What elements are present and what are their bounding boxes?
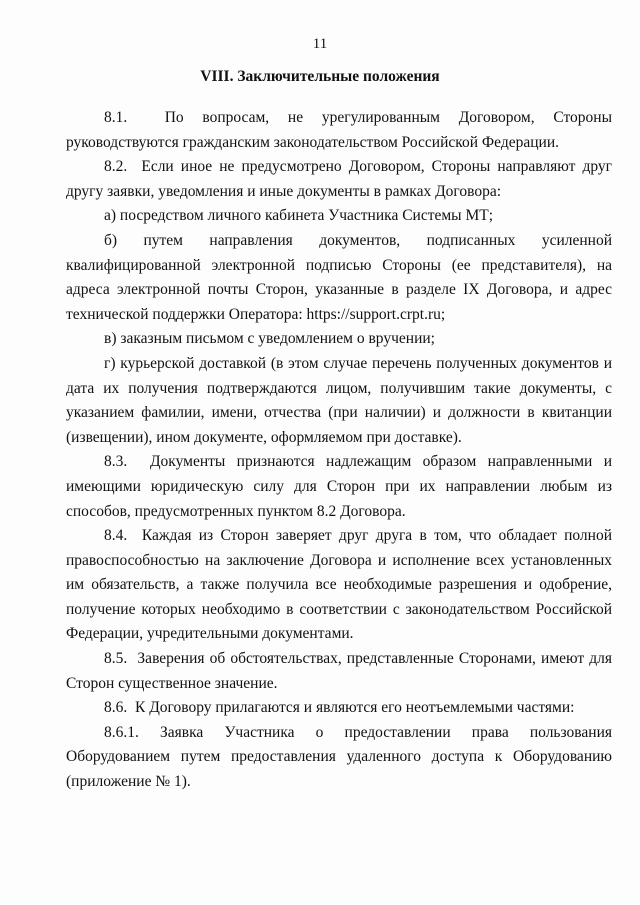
section-heading: VIII. Заключительные положения [200, 68, 440, 85]
paragraph-8-2-v: в) заказным письмом с уведомлением о вручении; [104, 330, 435, 348]
paragraph-8-2-b: б) путем направления документов, подписанных усиленной квалифицированной электронной подписью Стороны (ее представителя), на адреса электронной почты Сторон, указанные в разделе IX Договора, и адрес технической поддержки Оператора: https://support.crpt.ru; [66, 231, 612, 323]
paragraph-8-2: 8.2. Если иное не предусмотрено Договором, Стороны направляют друг другу заявки, уведомления и иные документы в рамках Договора: [66, 158, 612, 200]
document-body [66, 106, 612, 795]
paragraph-8-3: 8.3. Документы признаются надлежащим образом направленными и имеющими юридическую силу для Сторон при их направлении любым из способов, предусмотренных пунктом 8.2 Договора. [66, 453, 612, 520]
page-number: 11 [312, 36, 328, 52]
paragraph-8-2-g: г) курьерской доставкой (в этом случае перечень полученных документов и дата их получения подтверждаются лицом, получившим такие документы, с указанием фамилии, имени, отчества (при наличии) и должности в квитанции (извещении), ином документе, оформляемом при доставке). [66, 354, 612, 446]
paragraph-8-4: 8.4. Каждая из Сторон заверяет друг друга в том, что обладает полной правоспособностью на заключение Договора и исполнение всех установленных им обязательств, а также получила все необходимые разрешения и одобрение, получение которых необходимо в соответствии с законодательством Российской Федерации, учредительными документами. [66, 527, 612, 643]
paragraph-8-5: 8.5. Заверения об обстоятельствах, представленные Сторонами, имеют для Сторон существенное значение. [66, 650, 612, 692]
paragraph-8-1: 8.1. По вопросам, не урегулированным Договором, Стороны руководствуются гражданским законодательством Российской Федерации. [66, 109, 612, 151]
paragraph-8-6-1: 8.6.1. Заявка Участника о предоставлении права пользования Оборудованием путем предоставления удаленного доступа к Оборудованию (приложение № 1). [66, 723, 612, 791]
paragraph-8-6: 8.6. К Договору прилагаются и являются его неотъемлемыми частями: [104, 699, 575, 717]
paragraph-8-2-a: а) посредством личного кабинета Участника Системы МТ; [104, 207, 494, 225]
